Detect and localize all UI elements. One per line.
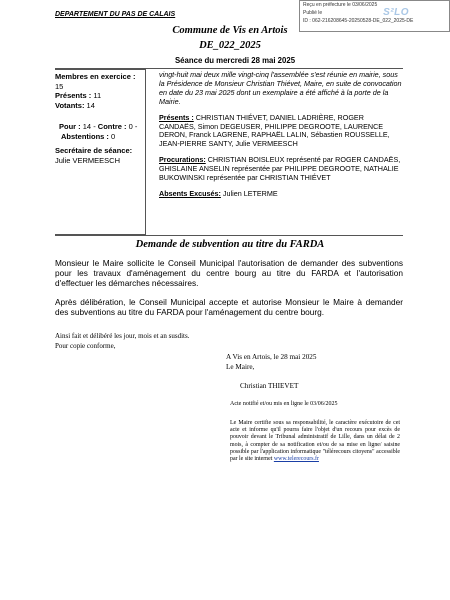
members-label: Membres en exercice :	[55, 72, 136, 81]
stamp-published: Publié le	[303, 9, 323, 16]
legal-text: Le Maire certifie sous sa responsabilité, le caractère exécutoire de cet acte et informe qu'il pourra faire l'objet d'un recours pour excès de pouvoir devant le Tribunal administratif de Lille, dans un délai de 2 mois, à compter de sa notification et/ou de sa mise en ligne/ saisine possible par l'application informatique "télérecours citoyens" accessible par le site internet	[230, 420, 400, 463]
abstentions-value: 0	[111, 131, 116, 141]
notification-date: Acte notifié et/ou mis en ligne le 03/06/2025	[230, 401, 338, 407]
absent-label: Absents Excusés:	[159, 188, 221, 198]
vote-contre-label: Contre :	[97, 122, 127, 131]
deliberation-subject: Demande de subvention au titre du FARDA	[135, 239, 325, 250]
assembly-intro: vingt-huit mai deux mille vingt-cinq l'assemblée s'est réunie en mairie, sous la Présidence de Monsieur Christian Thiévet, Maire, en suite de convocation en date du 23 mai 2025 dont un exemplaire a été affiché à la porte de la Mairie.	[159, 70, 402, 106]
proxy-list: CHRISTIAN BOISLEUX représenté par ROGER CANDAËS, GHISLAINE ANSELIN représentée par PHILIPPE DEGROOTE, NATHALIE BUKOWINSKI représentée par CHRISTIAN THIÉVET	[159, 155, 401, 183]
closing-formula	[55, 332, 189, 351]
present-list: CHRISTIAN THIÉVET, DANIEL LADRIÈRE, ROGER CANDAËS, Simon DEGEUSER, PHILIPPE DEGROOTE, LAURENCE DERON, Franck LAGRENE, RAPHAËL LALIN, Sébastien ROUSSELLE, JEAN-PIERRE SANTY, Julie VERMEESCH	[159, 112, 390, 149]
secretary-label: Secrétaire de séance:	[55, 146, 133, 155]
vote-contre-value: 0	[128, 122, 133, 131]
members-value: 15	[55, 81, 64, 91]
body-paragraph-1: Monsieur le Maire sollicite le Conseil Municipal l'autorisation de demander des subventions pour les travaux d'aménagement du centre bourg au titre du FARDA et l'autorisation d'effectuer les démarches nécessaires.	[55, 258, 403, 288]
present-list-label: Présents :	[159, 112, 194, 122]
vote-pour-value: 14	[82, 122, 92, 131]
deliberation-body	[55, 258, 403, 326]
s2lo-logo: S²LO	[383, 7, 409, 18]
vote-pour-label: Pour :	[59, 122, 81, 131]
telerecours-link[interactable]: www.telerecours.fr	[273, 456, 319, 463]
stamp-received: Reçu en préfecture le 03/06/2025	[303, 2, 378, 8]
divider-bottom	[55, 235, 403, 236]
mayor-name: Christian THIEVET	[240, 382, 299, 390]
present-count-label: Présents :	[55, 91, 92, 100]
voters-value: 14	[86, 100, 95, 110]
closing-line-2: Pour copie conforme,	[55, 341, 116, 350]
commune-title: Commune de Vis en Artois	[172, 25, 288, 36]
column-divider	[145, 69, 146, 235]
proxy-label: Procurations:	[159, 155, 206, 165]
secretary-name: Julie VERMEESCH	[55, 155, 121, 165]
voters-label: Votants:	[55, 100, 85, 110]
abstentions-label: Abstentions :	[61, 131, 109, 141]
stamp-id: ID : 062-216208645-20250528-DE_022_2025-DE	[303, 17, 414, 24]
present-count-value: 11	[93, 91, 102, 100]
closing-line-1: Ainsi fait et délibéré les jour, mois et an susdits.	[55, 332, 190, 340]
signature-place-date: A Vis en Artois, le 28 mai 2025	[226, 353, 317, 361]
assembly-details	[159, 71, 402, 206]
attendance-counts: Membres en exercice : 15 Présents : 11 Votants: 14 Pour : 14 - Contre : 0 - Abstentions : 0 Secrétaire de séance: Julie VERMEESCH	[55, 69, 145, 235]
session-date: Séance du mercredi 28 mai 2025	[174, 56, 296, 65]
deliberation-reference: DE_022_2025	[199, 40, 261, 51]
legal-notice	[230, 420, 400, 463]
absent-list: Julien LETERME	[222, 188, 278, 198]
department-header: DEPARTEMENT DU PAS DE CALAIS	[55, 11, 176, 18]
body-paragraph-2: Après délibération, le Conseil Municipal accepte et autorise Monsieur le Maire à demander des subventions au titre du FARDA pour l'aménagement du centre bourg.	[55, 297, 403, 317]
signature-role: Le Maire,	[226, 362, 255, 371]
signature-block	[226, 353, 316, 372]
